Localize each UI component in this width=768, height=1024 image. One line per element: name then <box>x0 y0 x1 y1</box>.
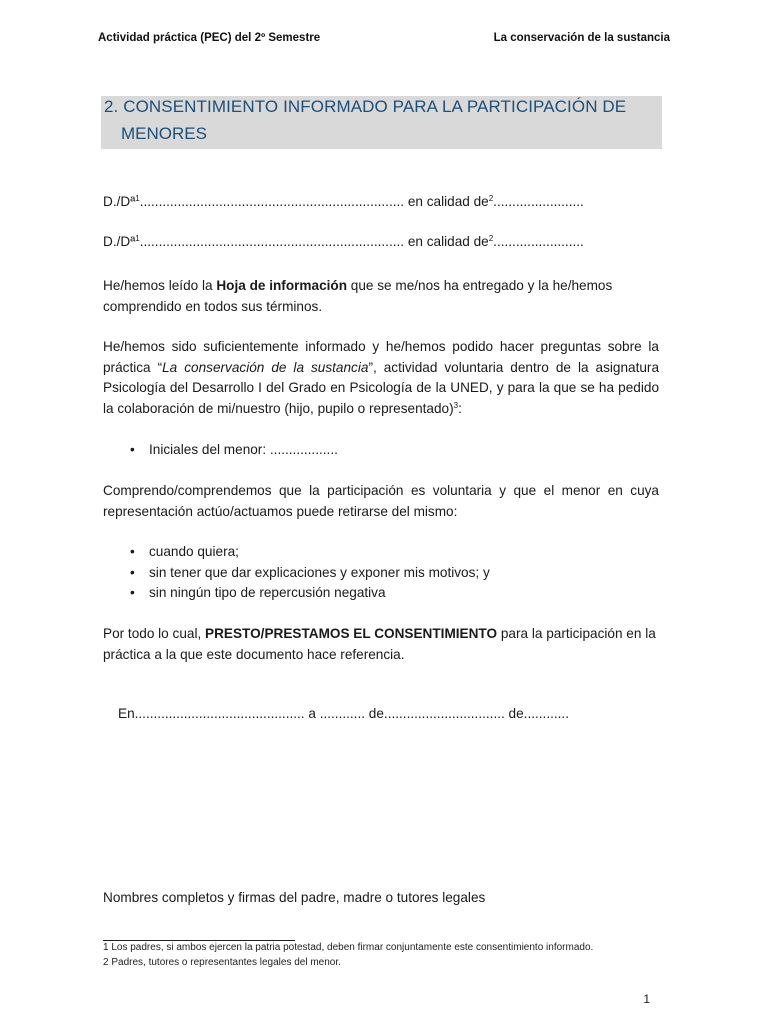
footnote-mark: 2 <box>103 957 109 968</box>
activity-title: La conservación de la sustancia <box>162 359 369 375</box>
signature-label: Nombres completos y firmas del padre, madre o tutores legales <box>103 890 486 905</box>
section-title-line1: 2. CONSENTIMIENTO INFORMADO PARA LA PARTICIPACIÓN DE <box>104 97 627 116</box>
paragraph-voluntary: Comprendo/comprendemos que la participación es voluntaria y que el menor en cuya representación actúo/actuamos puede retirarse del mismo: <box>103 483 659 519</box>
footnote-ref: 1 <box>135 194 140 203</box>
initials-item: • Iniciales del menor: .................. <box>130 440 338 461</box>
paragraph-sufficiently-informed: He/hemos sido suficientemente informado y he/hemos podido hacer preguntas sobre la práctica “La conservación de la sustancia”, actividad voluntaria dentro de la asignatura Psicología del Desarrollo I del Grado en Psicología de la UNED, y para la que se ha pedido la colaboración de mi/nuestro (hijo, pupilo o representado)$^3$: <box>103 339 660 416</box>
page-number: 1 <box>643 992 650 1006</box>
footnote-separator <box>103 940 295 941</box>
header-left: Actividad práctica (PEC) del 2º Semestre <box>98 32 321 44</box>
bold-term: Hoja de información <box>216 278 348 293</box>
paragraph-information-read: He/hemos leído la Hoja de información que se me/nos ha entregado y la he/hemos comprendido en todos sus términos. <box>103 278 613 314</box>
footnote-ref: 2 <box>488 234 494 243</box>
paragraph-consent: Por todo lo cual, PRESTO/PRESTAMOS EL CONSENTIMIENTO para la participación en la práctica a la que este documento hace referencia. <box>103 626 656 662</box>
name-blank: ...................................................................... <box>139 234 405 249</box>
footnote-ref: 2 <box>488 194 494 203</box>
header-right: La conservación de la sustancia <box>493 32 670 44</box>
conditions-list <box>130 542 490 604</box>
condition-item: • sin tener que dar explicaciones y exponer mis motivos; y <box>130 563 490 584</box>
section-title-line2: MENORES <box>121 124 207 143</box>
consent-statement: PRESTO/PRESTAMOS EL CONSENTIMIENTO <box>205 626 498 641</box>
footnote-ref: 1 <box>135 234 140 243</box>
name-blank: ...................................................................... <box>139 194 405 209</box>
footnote-1: 1 Los padres, si ambos ejercen la patria potestad, deben firmar conjuntamente este consentimiento informado. <box>103 942 594 953</box>
guardian-field-2 <box>103 234 584 249</box>
footnote-mark: 1 <box>103 942 109 953</box>
condition-item: • cuando quiera; <box>130 542 490 563</box>
initials-list <box>130 440 338 461</box>
section-title-box <box>101 96 662 149</box>
guardian-prefix: D./Dª <box>103 194 136 209</box>
capacity-label: en calidad de <box>404 234 489 249</box>
footnote-ref: 3 <box>453 400 459 410</box>
capacity-blank: ........................ <box>493 194 584 209</box>
capacity-label: en calidad de <box>404 194 489 209</box>
condition-item: • sin ningún tipo de repercusión negativa <box>130 583 490 604</box>
guardian-prefix: D./Dª <box>103 234 136 249</box>
footnote-2: 2 Padres, tutores o representantes legales del menor. <box>103 957 341 968</box>
capacity-blank: ........................ <box>493 234 584 249</box>
place-date-line: En............................................. a ............ de................................ de............ <box>118 706 569 721</box>
guardian-field-1 <box>103 194 584 209</box>
